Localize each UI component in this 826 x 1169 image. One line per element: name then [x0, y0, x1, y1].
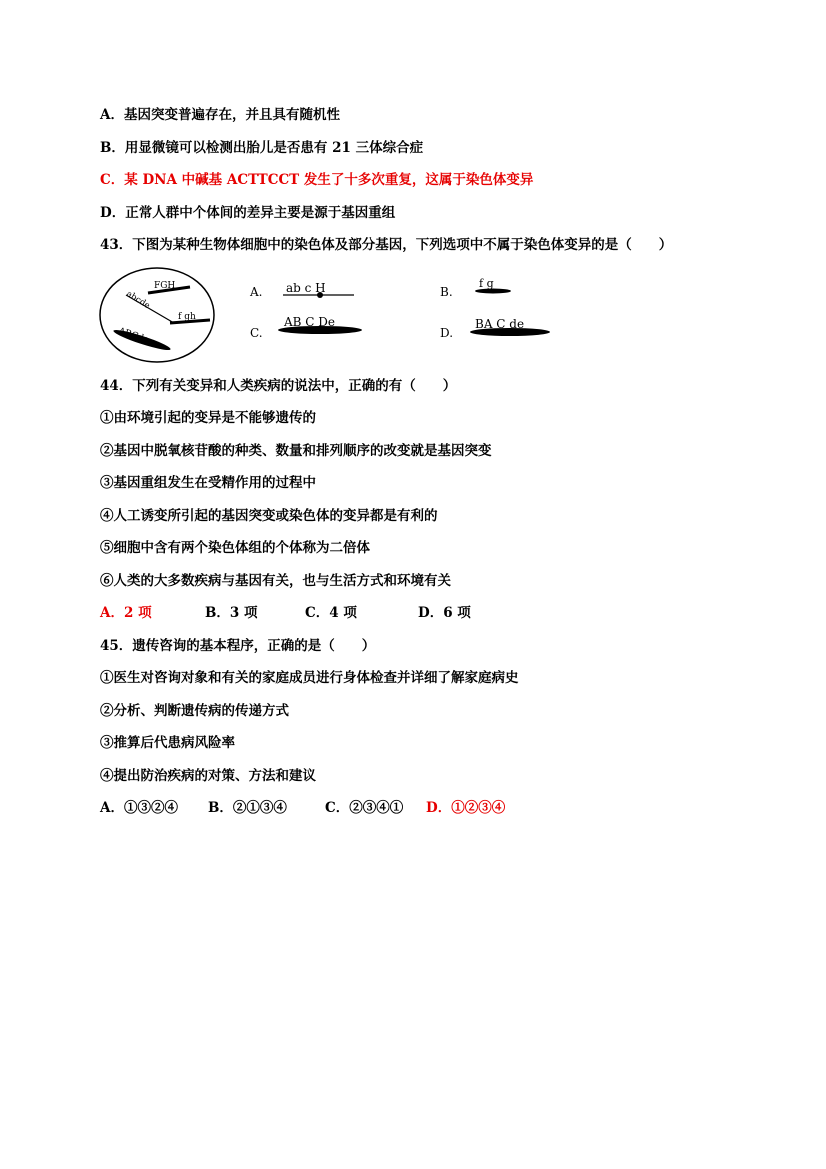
cell-chromosome-abcde-big-label: ABCde [117, 326, 150, 346]
q42-option-d: D．正常人群中个体间的差异主要是源于基因重组 [100, 205, 396, 221]
fig-option-a-label: A. [250, 285, 263, 299]
fig-option-b-label: B. [440, 285, 453, 299]
cell-chromosome-fgh-label: FGH [154, 281, 176, 291]
fig-option-c-label: C. [250, 326, 263, 340]
q45-option-c: C．②③④① [325, 800, 404, 816]
q45-option-b: B．②①③④ [208, 800, 287, 816]
q44-item-5: ⑤细胞中含有两个染色体组的个体称为二倍体 [100, 540, 370, 556]
fig-option-d-label: D. [440, 326, 454, 340]
q45-item-3: ③推算后代患病风险率 [100, 735, 235, 751]
q44-item-1: ①由环境引起的变异是不能够遗传的 [100, 410, 316, 426]
q44-option-a-answer: A．2 项 [100, 605, 152, 621]
q45-stem: 45．遗传咨询的基本程序，正确的是（ ） [100, 638, 376, 654]
q45-option-d-answer: D．①②③④ [426, 800, 506, 816]
chromosome-diagram [98, 265, 558, 365]
q44-option-d: D．6 项 [418, 605, 471, 621]
q45-item-2: ②分析、判断遗传病的传递方式 [100, 703, 289, 719]
q42-option-a: A．基因突变普遍存在，并且具有随机性 [100, 107, 340, 123]
fig-option-a-genes: ab c H [286, 281, 326, 295]
q45-item-1: ①医生对咨询对象和有关的家庭成员进行身体检查并详细了解家庭病史 [100, 670, 519, 686]
q43-stem: 43．下图为某种生物体细胞中的染色体及部分基因，下列选项中不属于染色体变异的是（ ） [100, 237, 673, 253]
cell-chromosome-abcde-label: abcde [124, 289, 152, 312]
q45-option-a: A．①③②④ [100, 800, 178, 816]
q44-stem: 44．下列有关变异和人类疾病的说法中，正确的有（ ） [100, 378, 457, 394]
q44-option-b: B．3 项 [205, 605, 258, 621]
q42-option-c-answer: C．某 DNA 中碱基 ACTTCCT 发生了十多次重复，这属于染色体变异 [100, 172, 534, 188]
fig-option-c-genes: AB C De [284, 315, 336, 329]
fig-option-d-genes: BA C de [475, 317, 525, 331]
q44-item-4: ④人工诱变所引起的基因突变或染色体的变异都是有利的 [100, 508, 438, 524]
fig-option-b-genes: f g [479, 277, 494, 290]
q44-item-6: ⑥人类的大多数疾病与基因有关，也与生活方式和环境有关 [100, 573, 451, 589]
q44-option-c: C．4 项 [305, 605, 357, 621]
q44-item-3: ③基因重组发生在受精作用的过程中 [100, 475, 316, 491]
q44-item-2: ②基因中脱氧核苷酸的种类、数量和排列顺序的改变就是基因突变 [100, 443, 492, 459]
chromosome-figure [98, 265, 558, 365]
cell-chromosome-fgh-small-label: f gh [178, 312, 196, 322]
q42-option-b: B．用显微镜可以检测出胎儿是否患有 21 三体综合症 [100, 140, 424, 156]
q45-item-4: ④提出防治疾病的对策、方法和建议 [100, 768, 316, 784]
